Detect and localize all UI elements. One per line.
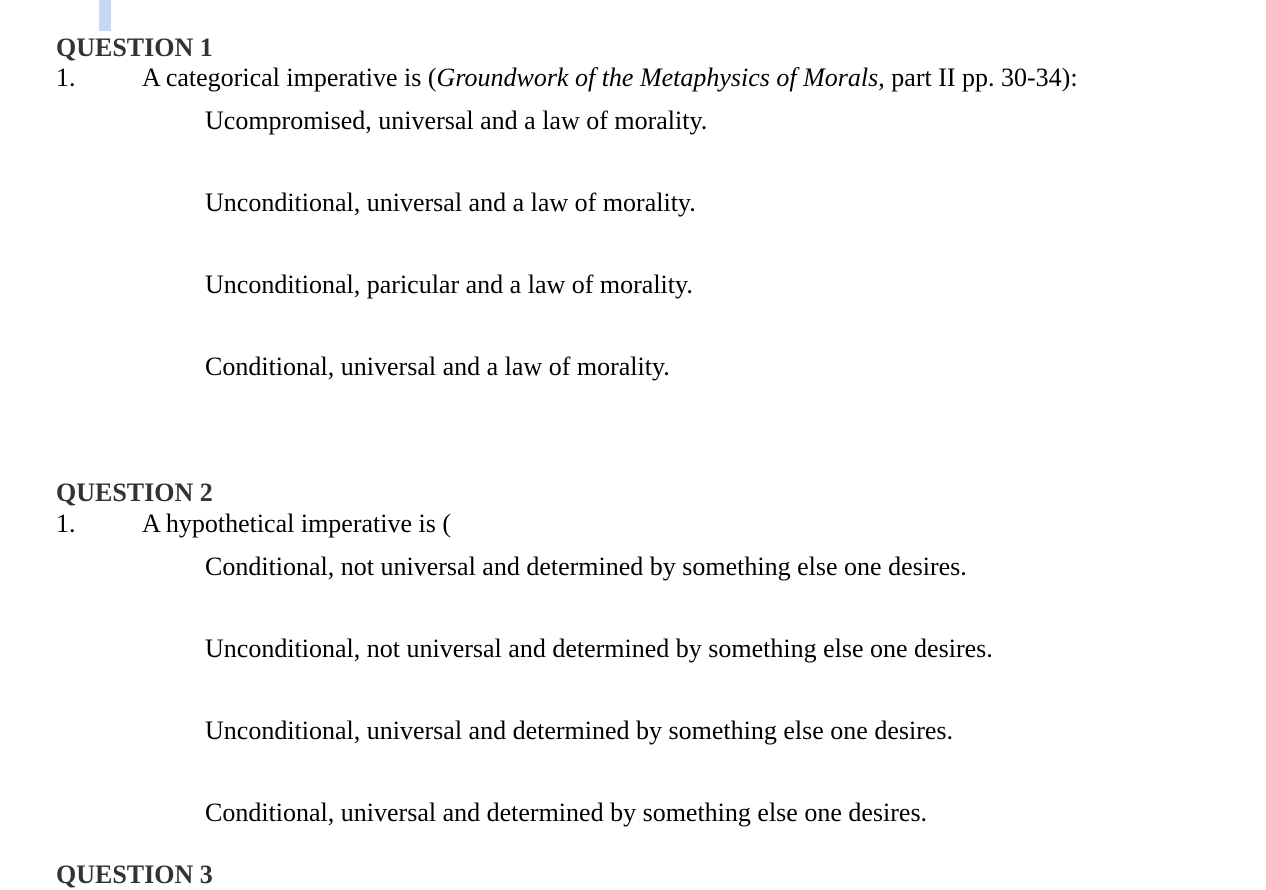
question-2-heading: QUESTION 2 xyxy=(56,478,213,507)
question-2-stem: A hypothetical imperative is ( xyxy=(142,509,452,538)
question-1-option-4[interactable]: Conditional, universal and a law of morality. xyxy=(205,352,670,381)
question-1-stem-title: Groundwork of the Metaphysics of Morals xyxy=(436,63,879,92)
question-2-option-1[interactable]: Conditional, not universal and determined by something else one desires. xyxy=(205,552,967,581)
question-1-stem-prefix: A categorical imperative is ( xyxy=(142,63,437,92)
question-2-number: 1. xyxy=(56,509,76,538)
question-1-stem-suffix: , part II pp. 30-34): xyxy=(878,63,1078,92)
question-1-stem xyxy=(142,63,1078,93)
question-1-option-1[interactable]: Ucompromised, universal and a law of morality. xyxy=(205,106,708,135)
question-2-option-2[interactable]: Unconditional, not universal and determined by something else one desires. xyxy=(205,634,993,663)
question-1-option-2[interactable]: Unconditional, universal and a law of morality. xyxy=(205,188,696,217)
question-2-option-3[interactable]: Unconditional, universal and determined by something else one desires. xyxy=(205,716,954,745)
question-3-heading: QUESTION 3 xyxy=(56,860,213,889)
question-1-heading: QUESTION 1 xyxy=(56,33,213,62)
question-1-number: 1. xyxy=(56,63,76,92)
text-selection-caret xyxy=(99,0,111,31)
question-1-option-3[interactable]: Unconditional, paricular and a law of morality. xyxy=(205,270,693,299)
question-2-option-4[interactable]: Conditional, universal and determined by something else one desires. xyxy=(205,798,928,827)
